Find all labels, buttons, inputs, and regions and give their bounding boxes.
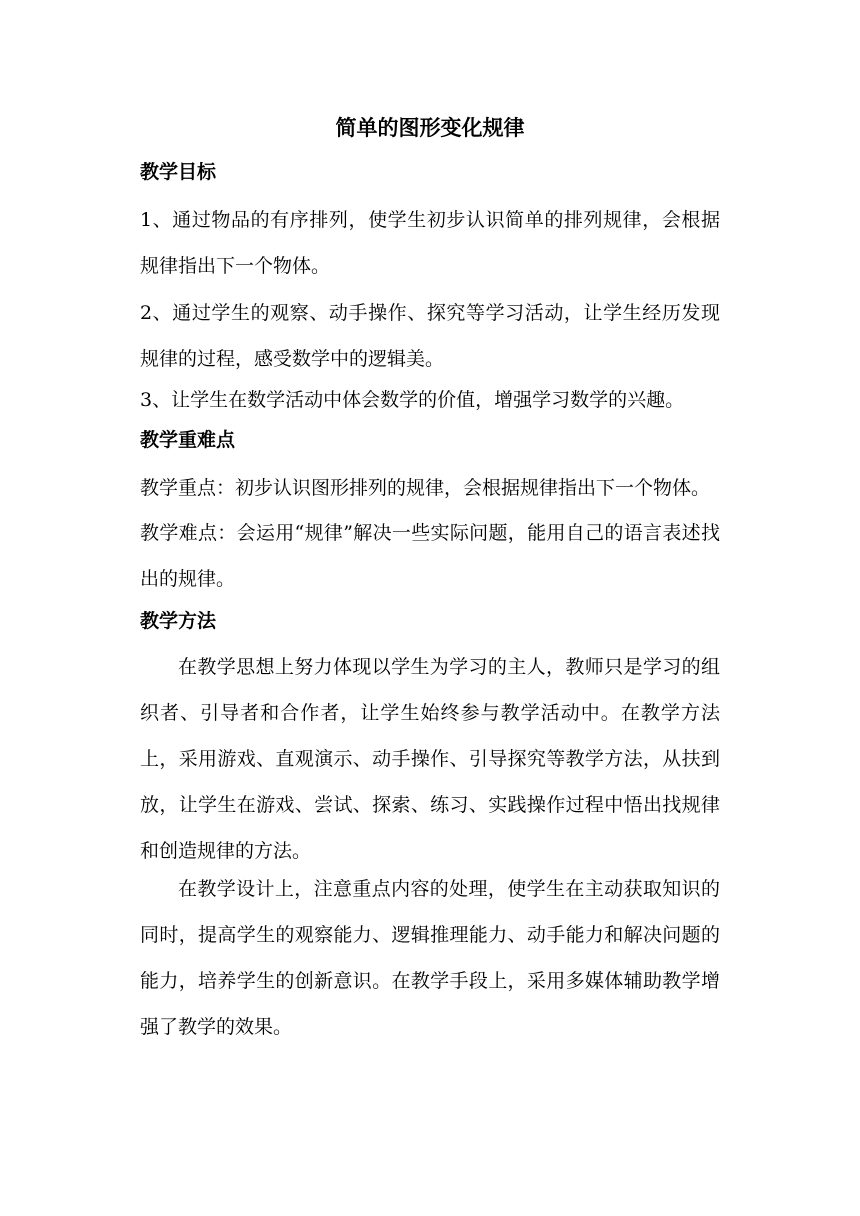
objective-1: 1、通过物品的有序排列，使学生初步认识简单的排列规律，会根据规律指出下一个物体。 (140, 209, 720, 277)
document-title: 简单的图形变化规律 (335, 115, 525, 140)
methods-paragraph-2: 在教学设计上，注意重点内容的处理，使学生在主动获取知识的同时，提高学生的观察能力、逻辑推理能力、动手能力和解决问题的能力，培养学生的创新意识。在教学手段上，采用多媒体辅助教学增强了教学的效果。 (140, 878, 720, 1038)
objective-2: 2、通过学生的观察、动手操作、探究等学习活动，让学生经历发现规律的过程，感受数学中的逻辑美。 (140, 302, 720, 370)
key-point: 教学重点：初步认识图形排列的规律，会根据规律指出下一个物体。 (140, 477, 711, 499)
section-heading-key-points: 教学重难点 (140, 429, 236, 451)
section-heading-methods: 教学方法 (140, 610, 217, 632)
section-heading-objectives: 教学目标 (140, 161, 217, 183)
difficult-point: 教学难点：会运用“规律”解决一些实际问题，能用自己的语言表述找出的规律。 (140, 522, 720, 590)
methods-paragraph-1: 在教学思想上努力体现以学生为学习的主人，教师只是学习的组织者、引导者和合作者，让学生始终参与教学活动中。在教学方法上，采用游戏、直观演示、动手操作、引导探究等教学方法，从扶到放，让学生在游戏、尝试、探索、练习、实践操作过程中悟出找规律和创造规律的方法。 (140, 656, 720, 862)
objective-3: 3、让学生在数学活动中体会数学的价值，增强学习数学的兴趣。 (140, 389, 685, 411)
